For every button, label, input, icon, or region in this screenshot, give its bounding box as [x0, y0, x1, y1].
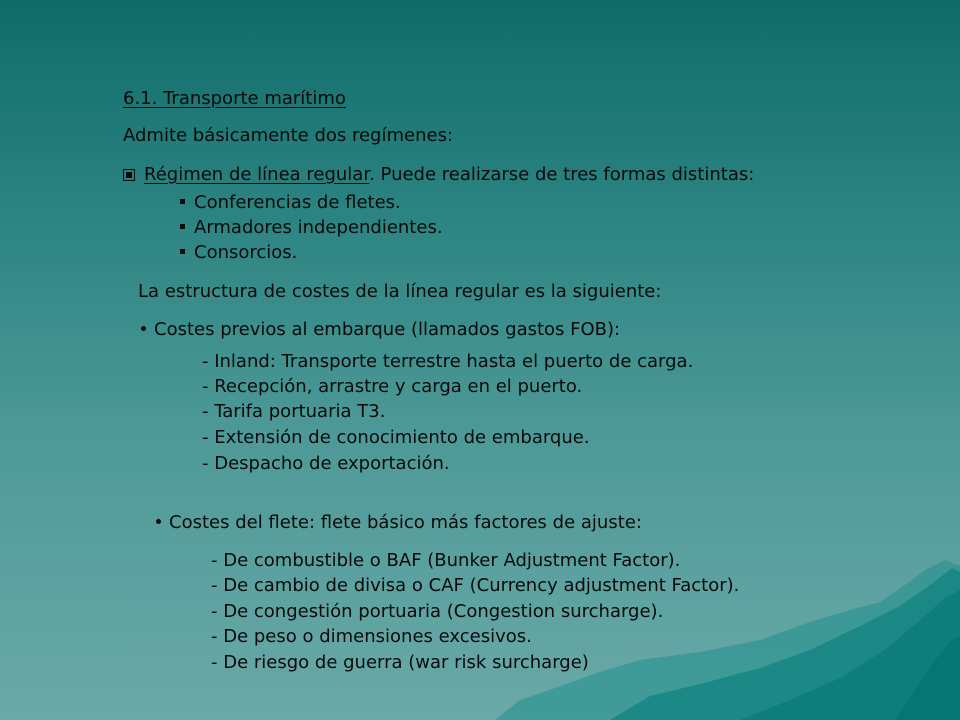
freight-cost-item: - De riesgo de guerra (war risk surcharge) [211, 652, 589, 673]
dot-bullet-icon [141, 326, 146, 331]
square-bullet-icon [180, 199, 185, 204]
dot-bullet-icon [156, 519, 161, 524]
freight-cost-item: - De congestión portuaria (Congestion surcharge). [211, 601, 664, 622]
regime-line [123, 163, 754, 187]
regime-form-item: Conferencias de fletes. [180, 191, 401, 215]
fob-cost-item: - Recepción, arrastre y carga en el puerto. [202, 376, 583, 397]
fob-cost-item: - Extensión de conocimiento de embarque. [202, 427, 590, 448]
fob-costs-title: Costes previos al embarque (llamados gastos FOB): [141, 318, 620, 342]
square-bullet-icon [180, 249, 185, 254]
cost-structure-intro: La estructura de costes de la línea regular es la siguiente: [138, 281, 662, 302]
intro-text: Admite básicamente dos regímenes: [123, 125, 454, 146]
regime-description: . Puede realizarse de tres formas distintas: [369, 164, 755, 185]
square-bullet-icon [180, 224, 185, 229]
regime-form-item: Armadores independientes. [180, 216, 443, 240]
fob-cost-item: - Despacho de exportación. [202, 453, 450, 474]
regime-title: Régimen de línea regular [144, 164, 370, 185]
freight-cost-item: - De peso o dimensiones excesivos. [211, 626, 532, 647]
fob-cost-item: - Inland: Transporte terrestre hasta el puerto de carga. [202, 351, 694, 372]
freight-costs-title: Costes del flete: flete básico más factores de ajuste: [156, 511, 642, 535]
freight-cost-item: - De combustible o BAF (Bunker Adjustment Factor). [211, 550, 681, 571]
freight-cost-item: - De cambio de divisa o CAF (Currency adjustment Factor). [211, 575, 740, 596]
checkbox-bullet-icon [123, 169, 135, 181]
fob-cost-item: - Tarifa portuaria T3. [202, 401, 386, 422]
regime-form-item: Consorcios. [180, 241, 297, 265]
section-heading: 6.1. Transporte marítimo [123, 88, 346, 109]
